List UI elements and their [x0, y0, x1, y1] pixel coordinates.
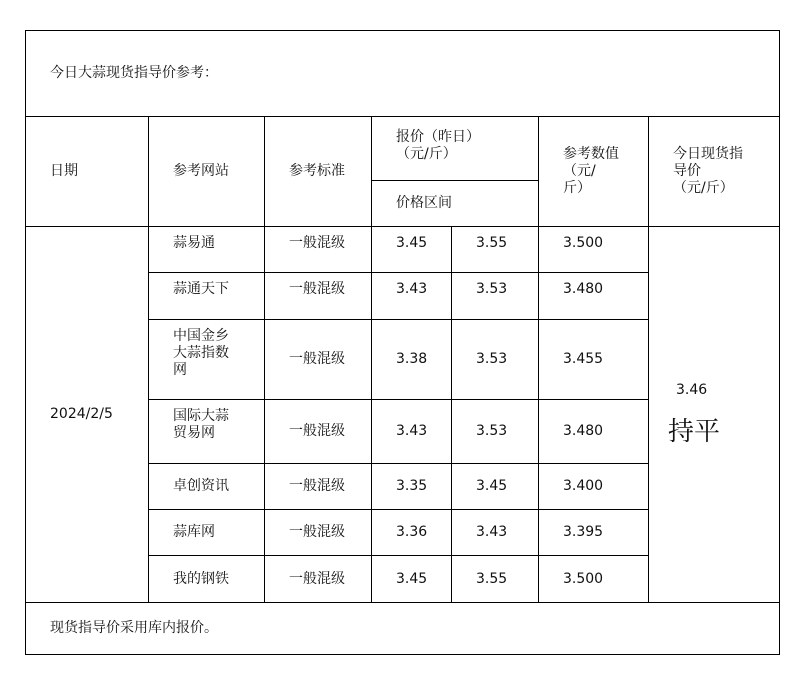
header-row-1	[26, 117, 780, 181]
low-price-cell: 3.43	[372, 400, 452, 464]
high-price-cell: 3.53	[452, 400, 539, 464]
standard-cell: 一般混级	[265, 556, 372, 603]
low-price-cell: 3.38	[372, 320, 452, 400]
standard-cell: 一般混级	[265, 320, 372, 400]
header-ref-line3: 斤）	[563, 180, 591, 196]
header-index-line1: 今日现货指	[673, 146, 743, 162]
site-line: 国际大蒜	[173, 408, 229, 424]
index-status: 持平	[668, 417, 721, 447]
site-cell	[149, 320, 265, 400]
high-price-cell: 3.43	[452, 510, 539, 556]
date-cell: 2024/2/5	[26, 227, 149, 603]
header-index	[649, 117, 780, 227]
ref-value-cell: 3.500	[539, 556, 649, 603]
site-line: 贸易网	[173, 425, 215, 441]
site-cell	[149, 464, 265, 510]
ref-value-cell: 3.500	[539, 227, 649, 273]
header-site: 参考网站	[149, 117, 265, 227]
site-cell	[149, 400, 265, 464]
site-line: 大蒜指数	[173, 345, 229, 361]
table-row	[26, 227, 780, 273]
table-title: 今日大蒜现货指导价参考：	[26, 31, 780, 117]
header-price-range: 价格区间	[372, 181, 539, 227]
site-line: 我的钢铁	[173, 570, 229, 587]
ref-value-cell: 3.395	[539, 510, 649, 556]
standard-cell: 一般混级	[265, 400, 372, 464]
high-price-cell: 3.45	[452, 464, 539, 510]
header-index-line3: （元/斤）	[673, 180, 734, 196]
title-row	[26, 31, 780, 117]
standard-cell: 一般混级	[265, 510, 372, 556]
footer-row	[26, 603, 780, 655]
ref-value-cell: 3.400	[539, 464, 649, 510]
header-index-line2: 导价	[673, 163, 701, 179]
standard-cell: 一般混级	[265, 273, 372, 320]
header-ref-line2: （元/	[563, 163, 596, 179]
high-price-cell: 3.55	[452, 227, 539, 273]
ref-value-cell: 3.480	[539, 400, 649, 464]
header-date: 日期	[26, 117, 149, 227]
site-line: 中国金乡	[173, 328, 229, 344]
header-price-line2: （元/斤）	[396, 146, 457, 162]
low-price-cell: 3.45	[372, 556, 452, 603]
site-line: 蒜通天下	[173, 281, 229, 297]
header-price-line1: 报价（昨日）	[396, 129, 480, 145]
low-price-cell: 3.45	[372, 227, 452, 273]
low-price-cell: 3.43	[372, 273, 452, 320]
standard-cell: 一般混级	[265, 227, 372, 273]
site-cell	[149, 556, 265, 603]
standard-cell: 一般混级	[265, 464, 372, 510]
site-line: 网	[173, 362, 187, 378]
index-value: 3.46	[676, 382, 708, 398]
site-line: 蒜库网	[173, 524, 215, 540]
header-price	[372, 117, 539, 181]
high-price-cell: 3.53	[452, 273, 539, 320]
header-ref	[539, 117, 649, 227]
low-price-cell: 3.35	[372, 464, 452, 510]
header-standard: 参考标准	[265, 117, 372, 227]
site-cell	[149, 510, 265, 556]
high-price-cell: 3.55	[452, 556, 539, 603]
low-price-cell: 3.36	[372, 510, 452, 556]
ref-value-cell: 3.455	[539, 320, 649, 400]
footer-note: 现货指导价采用库内报价。	[26, 603, 780, 655]
site-line: 卓创资讯	[173, 478, 229, 494]
site-line: 蒜易通	[173, 235, 215, 251]
site-cell	[149, 273, 265, 320]
index-cell	[649, 227, 780, 603]
header-ref-line1: 参考数值	[563, 146, 619, 162]
site-cell	[149, 227, 265, 273]
price-table	[25, 30, 780, 655]
high-price-cell: 3.53	[452, 320, 539, 400]
ref-value-cell: 3.480	[539, 273, 649, 320]
